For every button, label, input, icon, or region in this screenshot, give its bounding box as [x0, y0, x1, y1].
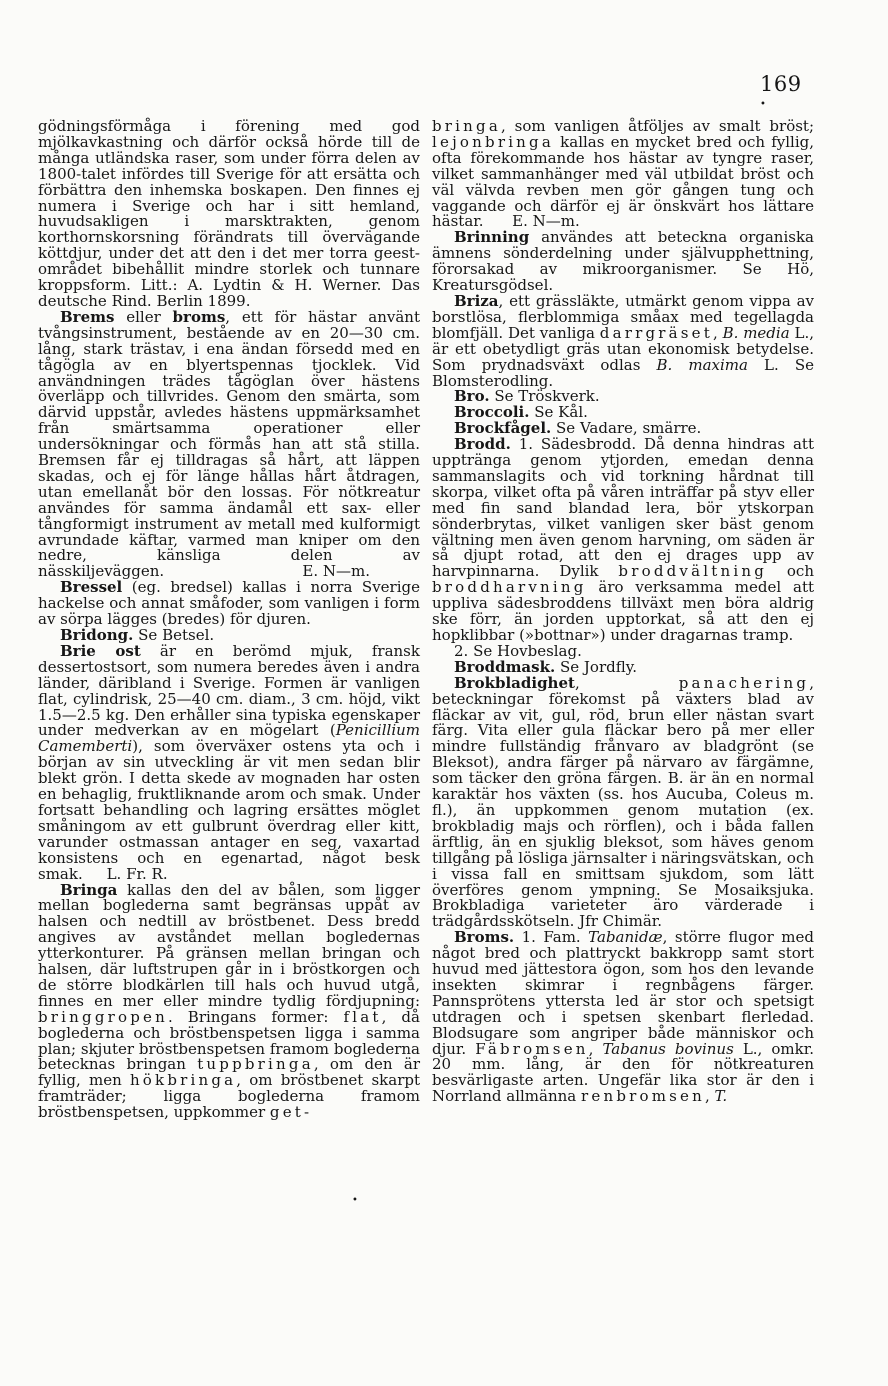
right-column: [432, 119, 814, 1105]
author-signature: E. N—m.: [302, 562, 371, 581]
entry-text: , beteckningar förekomst på växters blad av fläckar av vit, gul, röd, brun eller nästan svart färg. Vita eller gula fläckar bero på mer eller mindre fullständig frånvaro av bladgrönt (se Bleksot), andra färger på närvaro av färgämne, som täcker den gröna färgen. B. är än en normal karaktär hos växten (ss. hos Aucuba, Coleus m. fl.), än uppkommen genom mutation (ex. brokbladig majs och rörflen), och i båda fallen ärftlig, än en sjuklig bleksot, som häves genom tillgång på lösliga järnsalter i näringsvätskan, och i vissa fall en smittsam sjukdom, som lätt överföres genom ympning. Se Mosaiksjuka. Brokbladiga varieteter äro värderade i trädgårdsskötseln. Jfr Chimär.: [432, 673, 815, 931]
entry-text: ,: [713, 323, 723, 342]
spaced-term: broddharvning: [432, 578, 587, 597]
entry-text: Se Betsel.: [133, 626, 215, 644]
italic-term: B. maxima: [656, 355, 748, 374]
spaced-term: broddvältning: [618, 562, 767, 581]
headword: Brie ost: [60, 641, 141, 660]
entry-text: , ett för hästar använt tvångsinstrument, bestående av en 20—30 cm. lång, stark trästav, i ena ändan försedd med en tågögla av en blyertspennas tjocklek. Vid användningen trädes tågöglan över hästens överläpp och tillvrides. Genom den smärta, som därvid uppstår, avledes hästens uppmärksamhet från smärtsamma operationer eller undersökningar och förmås han att stå stilla. Bremsen får ej tilldragas så hårt, att läppen skadas, och ej för länge hållas hårt åtdragen, utan emellanåt bör den lossas. För nötkreatur användes för samma ändamål ett sax- eller tångformigt instrument av metall med kulformigt avrundade käftar, varmed man kniper om den nedre, känsliga delen av nässkiljeväggen.: [38, 307, 420, 581]
headword: broms: [172, 307, 226, 326]
entry-text: ), som överväxer ostens yta och i början av sin utveckling är vit men sedan blir blekt grön. I detta skede av mognaden har osten en behaglig, fruktliknande arom och smak. Under fortsatt behandling och lagring ersättes möglet småningom av ett gulbrunt överdrag eller kitt, varunder ostmassan antager en seg, vaxartad konsistens och en egenartad, något besk smak.: [38, 737, 420, 883]
entry-text: äro verksamma medel att uppliva sädesbroddens tillväxt men böra aldrig ske förr, än jorden upptorkat, så att den ej hopklibbar (»bottnar») under dragarnas tramp.: [432, 578, 814, 644]
left-column: [38, 119, 420, 1121]
spaced-term: hökbringa: [129, 1071, 237, 1090]
entry-text: 1. Sädesbrodd. Då denna hindras att upptränga genom ytjorden, emedan denna sammanslagits och vid torkning hårdnat till skorpa, vilket ofta på våren inträffar på styv eller med fin sand blandad lera, bör ytskorpan sönderbrytas, vilket vanligen sker bäst genom vältning men även genom harvning, om säden är så djupt rotad, att den ej drages upp av harvpinnarna. Dylik: [432, 435, 814, 581]
entry-brinning: [432, 230, 814, 294]
headword: Bressel: [60, 578, 123, 597]
entry-text: Se Vadare, smärre.: [551, 419, 702, 438]
page-number: 169: [760, 72, 802, 96]
entry-bringa: [38, 880, 420, 1122]
italic-term: B. media: [722, 323, 790, 342]
entry-brodd: [432, 437, 814, 644]
entry-text: , då boglederna och bröstbenspetsen ligga i samma plan; skjuter bröstbenspetsen framom boglederna betecknas bringan: [38, 1007, 420, 1074]
headword: Brems: [60, 307, 115, 326]
entry-text: L., omkr. 20 mm. lång, är den för nötkreaturen besvärligaste arten. Ungefär lika stor är den i Norrland allmänna: [432, 1039, 814, 1106]
entry-text: , ett grässläkte, utmärkt genom vippa av borstlösa, flerblommiga småax med tegellagda blomfjäll. Det vanliga: [432, 291, 814, 342]
entry-brokbladighet: [432, 673, 815, 931]
entry-text: kallas en mycket bred och fyllig, ofta förekommande hos hästar av tyngre raser, vilket sammanhänger med väl utbildat bröst och väl välvda revben men gör gången tung och vaggande och därför ej är önskvärt hos lättare hästar.: [432, 132, 814, 231]
spaced-term: Fäbromsen: [475, 1039, 589, 1058]
headword: Briza: [454, 291, 499, 310]
entry-text: ,: [588, 1039, 603, 1058]
entry-broms: [432, 930, 814, 1105]
headword: Bringa: [60, 880, 118, 899]
entry-text: , större flugor med något bred och plattryckt bakkropp samt stort huvud med jättestora ögon, som hos den levande insekten skimrar i regnbågens färger. Pannsprötens yttersta led är stor och spetsigt utdragen och i spetsen skenbart flerledad. Blodsugare som angriper både människor och djur.: [432, 928, 814, 1058]
author-signature: L. Fr. R.: [106, 864, 168, 883]
spaced-term: get-: [269, 1103, 313, 1122]
entry-brems: [38, 307, 420, 581]
entry-text: kallas den del av bålen, som ligger mellan boglederna samt begränsas uppåt av halsen och nedtill av bröstbenet. Dess bredd angives av avståndet mellan bogledernas ytterkonturer. På gränsen mellan bringan och halsen, där luftstrupen går in i bröstkorgen och de större blodkärlen till hals och huvud utgå, finnes en mer eller mindre tydlig fördjupning:: [38, 880, 420, 1010]
entry-text: , om den är fyllig, men: [38, 1055, 420, 1090]
spaced-term: renbromsen: [581, 1087, 705, 1106]
italic-term: Tabanus bovinus: [602, 1039, 734, 1058]
entry-text: användes att beteckna organiska ämnens sönderdelning under självupphettning, förorsakad av mikroorganismer. Se Hö, Kreatursgödsel.: [432, 228, 814, 295]
entry-text: (eg. bredsel) kallas i norra Sverige hackelse och annat småfoder, som vanligen i form av sörpa lägges (bredes) för djuren.: [38, 578, 420, 629]
entry-text: Se Kål.: [529, 403, 588, 422]
headword: Brodd.: [454, 435, 511, 454]
entry-briza: [432, 291, 815, 390]
spaced-term: tuppbringa: [197, 1055, 314, 1074]
entry-text: är en berömd mjuk, fransk dessertostsort, som numera beredes även i andra länder, däribland i Sverige. Formen är vanligen flat, cylindrisk, 25—40 cm. diam., 3 cm. höjd, vikt 1.5—2.5 kg. Den erhåller sina typiska egenskaper under medverkan av en mögelart (: [38, 641, 420, 740]
spaced-term: bringa: [432, 117, 501, 135]
spaced-term: darrgräset: [599, 323, 713, 342]
entry-text: ,: [574, 673, 679, 692]
entry-bringa-continuation: [432, 119, 814, 230]
entry-text: 2. Se Hovbeslag.: [454, 641, 582, 660]
entry-text: , om bröstbenet skarpt framträder; ligga boglederna framom bröstbenspetsen, uppkommer: [38, 1071, 420, 1122]
entry-brie-ost: [38, 641, 420, 883]
entry-text: och: [767, 562, 814, 581]
headword: Broccoli.: [454, 403, 530, 422]
entry-text: Se Jordfly.: [555, 657, 637, 676]
spaced-term: flat: [343, 1007, 382, 1026]
entry-text: . Bringans former:: [167, 1007, 344, 1026]
headword: Bro.: [454, 387, 490, 406]
headword: Brockfågel.: [454, 419, 552, 438]
headword: Broddmask.: [454, 657, 556, 676]
spaced-term: panachering: [678, 673, 810, 692]
headword: Bridong.: [60, 626, 134, 644]
author-signature: E. N—m.: [512, 212, 580, 231]
entry-text: L., är ett obetydligt gräs utan ekonomisk betydelse. Som prydnadsväxt odlas: [432, 323, 814, 374]
headword: Brokbladighet: [454, 673, 575, 692]
entry-text: eller: [114, 307, 173, 326]
entry-text: Se Tröskverk.: [489, 387, 600, 406]
entry-bressel: [38, 580, 420, 628]
entry-continuation: [38, 119, 420, 310]
entry-text: , som vanligen åtföljes av smalt bröst;: [500, 117, 814, 135]
entry-text: gödningsförmåga i förening med god mjölkavkastning och därför också hörde till de många utländska raser, som under förra delen av 1800-talet infördes till Sverige för att ersätta och förbättra den inhemska boskapen. Den finnes ej numera i Sverige och har i sitt hemland, huvudsakligen i marsktrakten, genom korthornskorsning förändrats till övervägande köttdjur, under det att den i det mer torra geest-området bibehållit mindre storlek och tunnare kroppsform. Litt.: A. Lydtin & H. Werner. Das deutsche Rind. Berlin 1899.: [38, 117, 420, 310]
italic-term: T.: [714, 1087, 728, 1106]
entry-text: 1. Fam.: [514, 928, 589, 947]
spaced-term: bringgropen: [38, 1007, 168, 1026]
spaced-term: lejonbringa: [432, 132, 554, 151]
headword: Broms.: [454, 928, 515, 947]
entry-text: L. Se Blomsterodling.: [432, 355, 815, 390]
italic-term: Penicillium Camemberti: [38, 721, 420, 756]
dot-mark: •: [760, 99, 766, 110]
dot-mark: •: [352, 1195, 358, 1206]
entry-text: ,: [705, 1087, 715, 1106]
headword: Brinning: [454, 228, 530, 247]
italic-term: Tabanidæ: [588, 928, 663, 947]
